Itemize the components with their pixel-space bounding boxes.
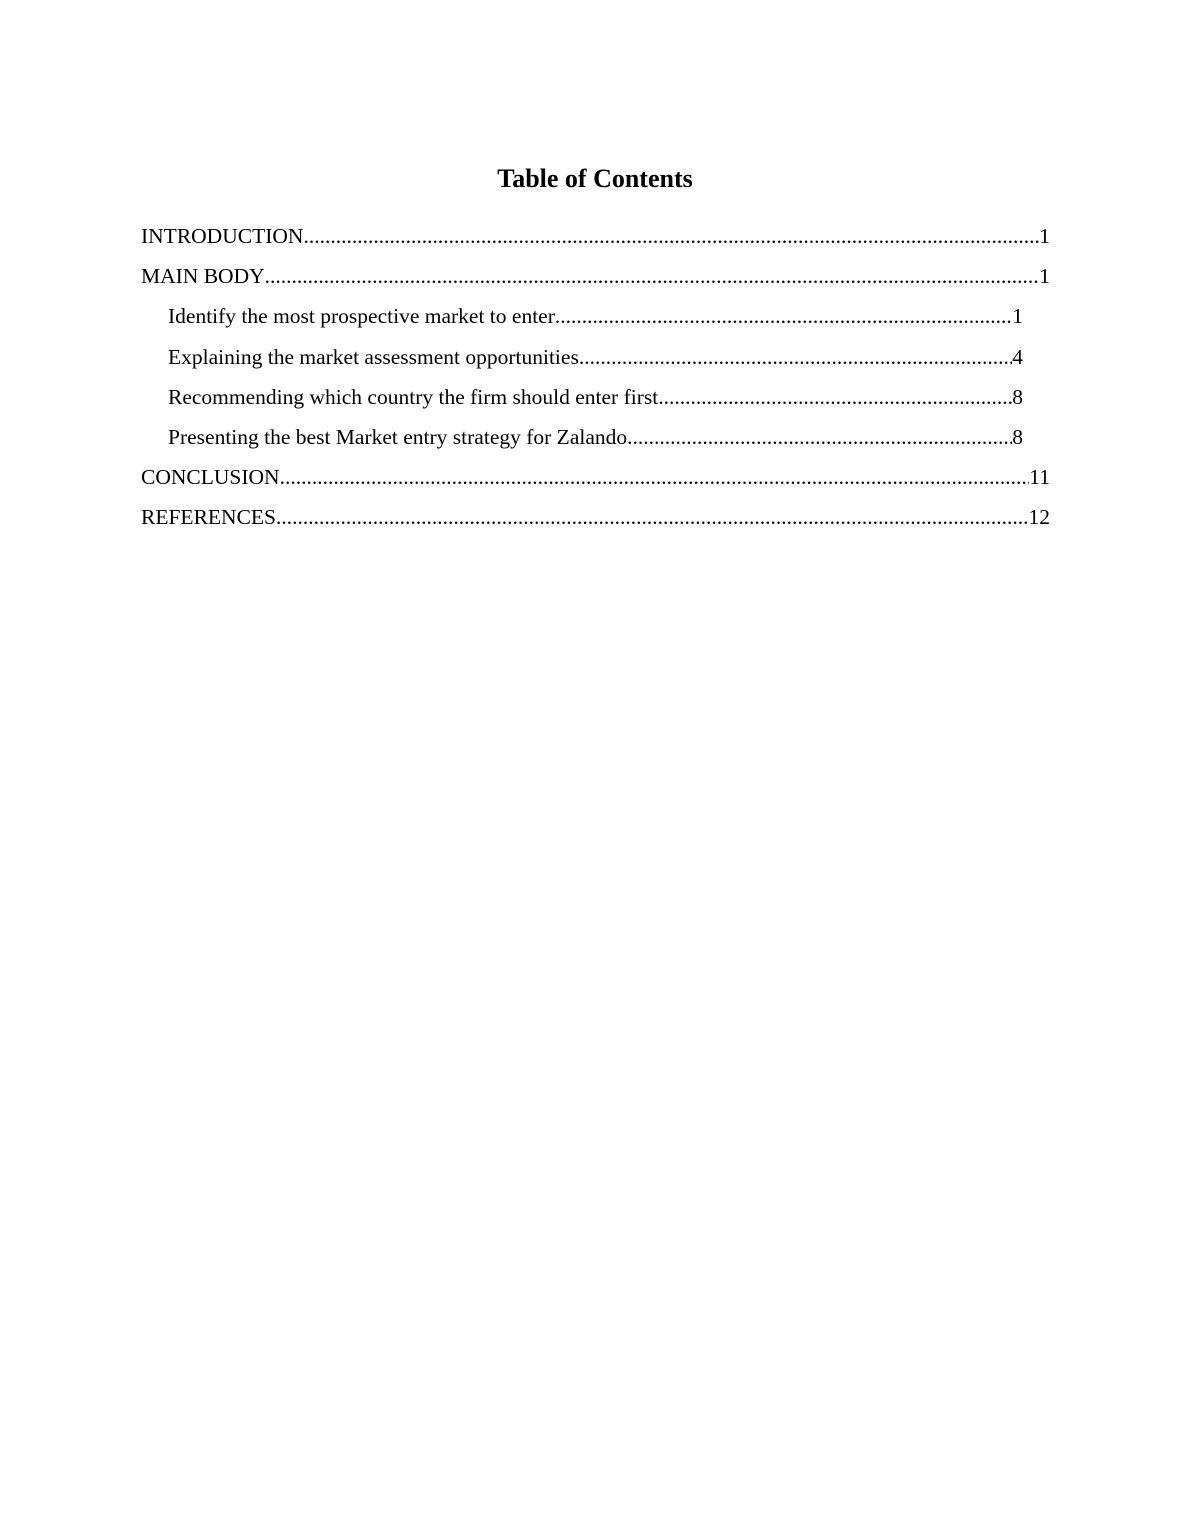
toc-entry-text: Presenting the best Market entry strategy for Zalando bbox=[168, 424, 628, 449]
toc-entry-identify-market[interactable] bbox=[168, 296, 1023, 336]
toc-entry-text: MAIN BODY bbox=[141, 264, 265, 289]
toc-dot-leader bbox=[627, 417, 1012, 457]
toc-page-number: 4 bbox=[1012, 344, 1023, 369]
toc-dot-leader bbox=[303, 216, 1039, 256]
toc-entry-market-assessment[interactable] bbox=[168, 337, 1023, 377]
toc-page-number: 1 bbox=[1039, 224, 1050, 248]
toc-entry-text: Recommending which country the firm should enter first bbox=[168, 384, 659, 409]
toc-dot-leader bbox=[555, 296, 1012, 336]
toc-dot-leader bbox=[280, 457, 1030, 497]
toc-entry-entry-strategy[interactable] bbox=[168, 417, 1023, 457]
toc-entry-introduction[interactable] bbox=[141, 216, 1050, 256]
toc-page-number: 1 bbox=[1039, 264, 1050, 289]
toc-dot-leader bbox=[658, 377, 1012, 417]
toc-entry-text: CONCLUSION bbox=[141, 465, 280, 490]
toc-entry-text: INTRODUCTION bbox=[141, 224, 304, 248]
toc-dot-leader bbox=[265, 256, 1040, 296]
toc-page-number: 11 bbox=[1029, 465, 1050, 490]
toc-entry-recommending-country[interactable] bbox=[168, 377, 1023, 417]
toc-dot-leader bbox=[276, 497, 1029, 537]
toc-page-number: 12 bbox=[1028, 505, 1050, 530]
toc-page-number: 8 bbox=[1012, 424, 1023, 449]
toc-dot-leader bbox=[579, 337, 1012, 377]
toc-entry-references[interactable] bbox=[141, 497, 1050, 537]
toc-page-number: 1 bbox=[1012, 304, 1023, 329]
toc-title: Table of Contents bbox=[497, 164, 693, 193]
toc-entry-main-body[interactable] bbox=[141, 256, 1050, 296]
toc-list bbox=[0, 216, 1190, 538]
toc-entry-text: REFERENCES bbox=[141, 505, 276, 530]
toc-entry-conclusion[interactable] bbox=[141, 457, 1050, 497]
toc-page-number: 8 bbox=[1012, 384, 1023, 409]
toc-entry-text: Identify the most prospective market to enter bbox=[168, 304, 555, 329]
toc-entry-text: Explaining the market assessment opportunities bbox=[168, 344, 579, 369]
